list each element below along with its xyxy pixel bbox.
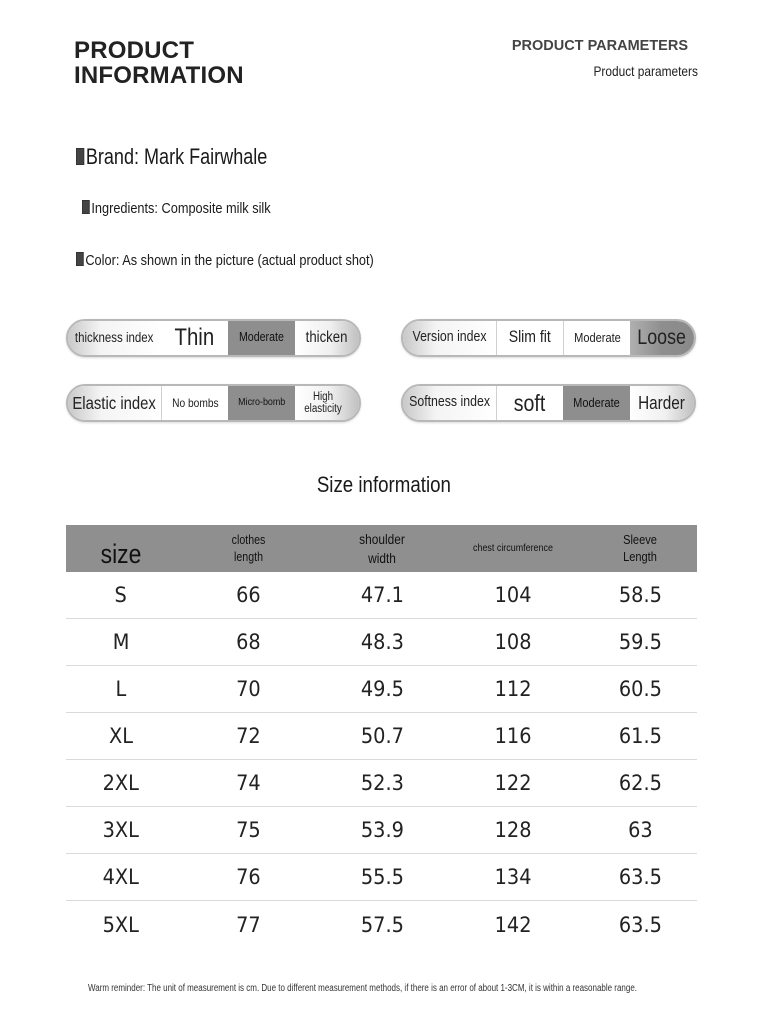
cell-clothes-length: 75	[236, 818, 261, 842]
cell-clothes-length: 76	[236, 865, 261, 889]
header-chest-circumference: chest circumference	[473, 541, 553, 554]
elastic-option-high-elasticity: High elasticity	[295, 386, 359, 420]
cell-sleeve-length: 60.5	[618, 677, 662, 701]
cell-clothes-length: 72	[236, 724, 261, 748]
cell-chest-circumference: 112	[494, 677, 532, 701]
cell-shoulder-width: 49.5	[360, 677, 404, 701]
cell-sleeve-length: 63.5	[618, 912, 662, 937]
size-table	[66, 525, 697, 948]
ingredients-line	[82, 200, 271, 217]
cell-size: 5XL	[102, 912, 140, 937]
table-row	[66, 572, 697, 619]
page-title	[74, 38, 314, 88]
parameters-title: PRODUCT PARAMETERS	[511, 38, 688, 54]
table-row	[66, 807, 697, 854]
cell-size: 2XL	[102, 771, 140, 795]
softness-index-pill	[401, 384, 696, 422]
cell-size: XL	[108, 724, 134, 748]
cell-clothes-length: 68	[236, 630, 261, 654]
cell-chest-circumference: 122	[494, 771, 532, 795]
cell-chest-circumference: 108	[494, 630, 532, 654]
cell-sleeve-length: 62.5	[618, 771, 662, 795]
brand-line	[76, 144, 267, 170]
brand-text: Brand: Mark Fairwhale	[85, 144, 268, 169]
cell-shoulder-width: 50.7	[360, 724, 404, 748]
parameters-subtitle: Product parameters	[593, 63, 698, 79]
cell-size: L	[115, 677, 127, 701]
cell-chest-circumference: 128	[494, 818, 532, 842]
header-sleeve-length: Sleeve Length	[623, 531, 657, 564]
softness-option-moderate: Moderate	[563, 386, 630, 420]
thickness-option-thin: Thin	[174, 324, 215, 352]
softness-option-harder: Harder	[630, 386, 694, 420]
cell-sleeve-length: 63	[627, 818, 653, 842]
elastic-index-pill	[66, 384, 361, 422]
cell-shoulder-width: 55.5	[360, 865, 404, 889]
header-clothes-length: clothes length	[231, 533, 266, 564]
cell-sleeve-length: 61.5	[618, 724, 662, 748]
version-option-slim-fit: Slim fit	[496, 321, 563, 355]
thickness-index-pill	[66, 319, 361, 357]
ingredients-text: Ingredients: Composite milk silk	[91, 200, 271, 217]
softness-index-label: Softness index	[403, 386, 496, 420]
cell-sleeve-length: 58.5	[618, 583, 662, 607]
thickness-index-label: thickness index	[68, 321, 161, 355]
cell-size: 3XL	[102, 818, 140, 842]
cell-shoulder-width: 52.3	[360, 771, 404, 795]
table-row	[66, 713, 697, 760]
table-row	[66, 854, 697, 901]
cell-sleeve-length: 63.5	[618, 865, 662, 889]
page-title-line2: INFORMATION	[74, 62, 244, 89]
cell-size: S	[114, 583, 128, 607]
thickness-option-thicken: thicken	[295, 321, 359, 355]
table-row	[66, 760, 697, 807]
cell-clothes-length: 74	[236, 771, 261, 795]
cell-clothes-length: 70	[236, 677, 261, 701]
cell-clothes-length: 66	[236, 583, 261, 607]
cell-chest-circumference: 116	[494, 724, 532, 748]
bullet-icon	[82, 200, 90, 214]
page-title-line1: PRODUCT	[74, 37, 195, 64]
table-row	[66, 619, 697, 666]
header-size: size	[100, 538, 142, 569]
cell-shoulder-width: 48.3	[360, 630, 404, 654]
softness-option-soft: soft	[496, 386, 563, 420]
version-index-pill	[401, 319, 696, 357]
color-text: Color: As shown in the picture (actual product shot)	[85, 252, 374, 269]
cell-shoulder-width: 53.9	[360, 818, 404, 842]
bullet-icon	[76, 252, 84, 266]
cell-chest-circumference: 142	[494, 912, 532, 937]
cell-chest-circumference: 134	[494, 865, 532, 889]
version-option-moderate: Moderate	[563, 321, 630, 355]
cell-clothes-length: 77	[236, 912, 261, 937]
cell-sleeve-length: 59.5	[618, 630, 662, 654]
size-table-header	[66, 525, 697, 572]
cell-size: 4XL	[102, 865, 140, 889]
cell-chest-circumference: 104	[494, 583, 532, 607]
version-option-loose: Loose	[630, 321, 694, 355]
elastic-option-micro-bomb: Micro-bomb	[228, 386, 295, 420]
bullet-icon	[76, 148, 84, 165]
elastic-index-label: Elastic index	[68, 386, 161, 420]
size-information-title: Size information	[316, 472, 452, 497]
cell-shoulder-width: 47.1	[360, 583, 404, 607]
color-line	[76, 252, 374, 269]
cell-size: M	[112, 630, 130, 654]
header-shoulder-width: shoulder width	[359, 531, 405, 566]
elastic-option-no-bombs: No bombs	[161, 386, 228, 420]
cell-shoulder-width: 57.5	[360, 912, 404, 937]
version-index-label: Version index	[403, 321, 496, 355]
table-row	[66, 901, 697, 948]
table-row	[66, 666, 697, 713]
thickness-option-moderate: Moderate	[228, 321, 295, 355]
warm-reminder-note: Warm reminder: The unit of measurement is cm. Due to different measurement methods, if there is an error of about 1-3CM, it is within a reasonable range.	[88, 983, 637, 994]
